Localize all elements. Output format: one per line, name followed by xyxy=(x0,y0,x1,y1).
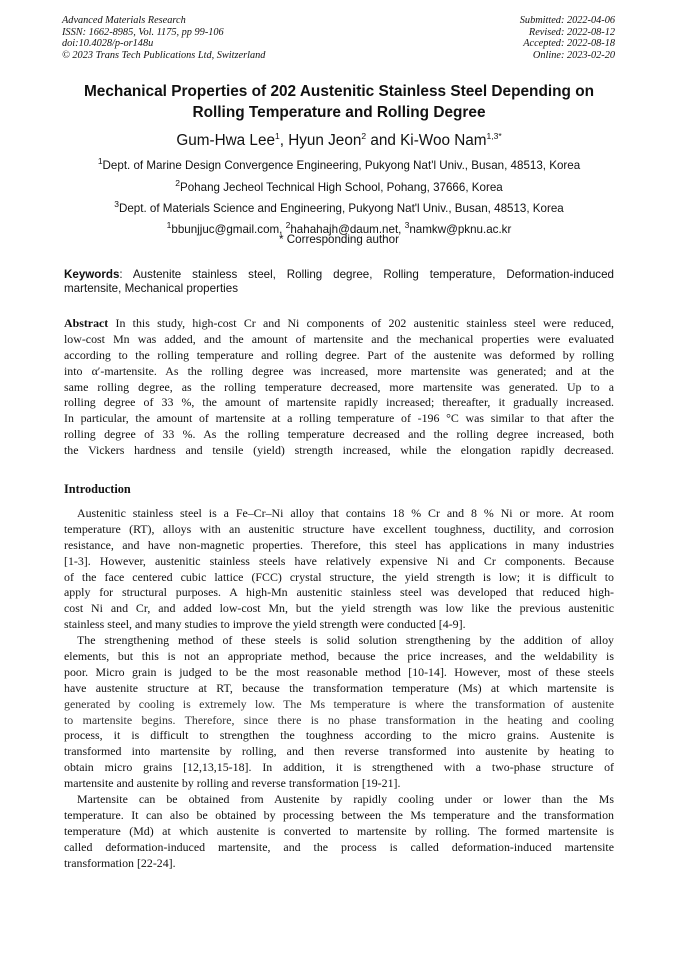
paragraph-line: The strengthening method of these steels is solid solution strengthening by the addition of alloy xyxy=(77,633,614,648)
keywords-label: Keywords xyxy=(64,268,120,281)
paragraph-line: cost Ni and Cr, and added low-cost Mn, but the yield strength was low like the previous austenitic xyxy=(64,601,614,616)
copyright-line: © 2023 Trans Tech Publications Ltd, Switzerland xyxy=(62,49,266,61)
corresponding-author: * Corresponding author xyxy=(279,233,399,246)
abstract-text: In this study, high-cost Cr and Ni components of 202 austenitic stainless steel were reduced, xyxy=(108,316,614,330)
keywords xyxy=(64,268,614,296)
accepted-date: Accepted: 2022-08-18 xyxy=(523,38,615,50)
keywords-line: martensite, Mechanical properties xyxy=(64,282,238,295)
paragraph-line: obtain micro grains [12,13,15-18]. In addition, it is strengthened with a two-phase structure of xyxy=(64,760,614,775)
abstract-line: In particular, the amount of martensite at a rolling temperature of -196 °C was similar to that after the xyxy=(64,411,614,426)
abstract-line: rolling degree of 33 %. As the rolling temperature decreased and the rolling degree increased, both xyxy=(64,427,614,442)
paragraph-line: [1-3]. However, austenitic stainless steels have relatively expensive Ni and Cr components. Because xyxy=(64,553,614,568)
abstract-line xyxy=(64,316,614,332)
email-mark: 2 xyxy=(285,220,291,230)
paragraph-line: martensite and austenite by rolling and reverse transformation [19-21]. xyxy=(64,776,401,791)
paragraph-line: Martensite can be obtained from Austenite by rapidly cooling under or lower than the Ms xyxy=(77,792,614,807)
abstract xyxy=(64,316,614,459)
paper-title xyxy=(40,82,638,123)
keywords-text: : Austenite stainless steel, Rolling degree, Rolling temperature, Deformation-induced xyxy=(119,268,614,281)
author-name: Gum-Hwa Lee xyxy=(176,132,275,150)
paragraph-line: elements, but this is not an appropriate method, because the price increases, and the weldability is xyxy=(64,649,614,664)
abstract-label: Abstract xyxy=(64,316,109,330)
paragraph-line: resistance, and have non-magnetic properties. Therefore, this steel has applications in many industries xyxy=(64,537,614,552)
issn-line: ISSN: 1662-8985, Vol. 1175, pp 99-106 xyxy=(62,26,224,38)
introduction-body xyxy=(64,506,614,871)
abstract-line: rolling degree of 33 %, the amount of martensite rapidly increased; thereafter, it gradually increased. xyxy=(64,395,614,410)
submission-dates xyxy=(520,15,615,61)
email-link[interactable]: namkw@pknu.ac.kr xyxy=(409,222,512,236)
email-link[interactable]: hahahajh@daum.net, xyxy=(290,222,405,236)
paragraph-line: transformation [22-24]. xyxy=(64,855,176,870)
affiliation-text: Dept. of Materials Science and Engineering, Pukyong Nat'l Univ., Busan, 48513, Korea xyxy=(118,201,564,215)
revised-date: Revised: 2022-08-12 xyxy=(528,26,615,38)
paragraph-line: Austenitic stainless steel is a Fe–Cr–Ni alloy that contains 18 % Cr and 8 % Ni or more. At room xyxy=(77,506,614,520)
paragraph-line: transformed into martensite by rolling, and then reverse transformed into austenite by heating to xyxy=(64,744,614,759)
keywords-line xyxy=(64,268,614,282)
affiliation-3 xyxy=(0,197,678,216)
email-mark: 3 xyxy=(404,220,410,230)
submitted-date: Submitted: 2022-04-06 xyxy=(519,15,615,26)
paragraph-line: stainless steel, and many studies to improve the yield strength were conducted [4-9]. xyxy=(64,617,466,632)
affiliation-mark: 1 xyxy=(97,156,103,166)
affiliation-mark: 3 xyxy=(114,199,119,209)
affiliation-text: Dept. of Marine Design Convergence Engineering, Pukyong Nat'l Univ., Busan, 48513, Korea xyxy=(102,158,581,172)
affiliation-mark: 2 xyxy=(175,178,180,188)
author-list xyxy=(0,126,678,151)
author-separator: and xyxy=(366,132,401,150)
introduction-heading: Introduction xyxy=(64,482,131,496)
abstract-line: low-cost Mn was added, and the amount of martensite and the mechanical properties were evaluated xyxy=(64,331,614,346)
paragraph-line: of the face centered cubic lattice (FCC) crystal structure, the yield strength is low; it is difficult to xyxy=(64,569,614,584)
affiliation-1 xyxy=(0,154,678,173)
author-name: Ki-Woo Nam xyxy=(400,132,487,150)
journal-info xyxy=(62,15,265,61)
online-date: Online: 2023-02-20 xyxy=(532,49,615,61)
affiliation-2 xyxy=(0,176,678,195)
doi-line: doi:10.4028/p-or148u xyxy=(62,38,154,50)
paragraph-line: to martensite begins. Therefore, since there is no phase transformation in the heating and cooling xyxy=(64,712,614,727)
paragraph-line: apply for structural purposes. A high-Mn austenitic stainless steel was developed that reduced high- xyxy=(64,585,614,600)
email-link[interactable]: bbunjjuc@gmail.com, xyxy=(171,222,286,236)
paragraph-line: poor. Micro grain is judged to be the most reasonable method [10-14]. However, most of these steels xyxy=(64,664,614,679)
author-affiliation-mark: 1 xyxy=(274,131,280,141)
abstract-line: according to the rolling temperature and rolling degree. Part of the austenite was deformed by rolling xyxy=(64,347,614,362)
title-line: Mechanical Properties of 202 Austenitic Stainless Steel Depending on xyxy=(83,83,595,100)
paragraph-line: temperature (Md) at which austenite is converted to martensite by rolling. The formed martensite is xyxy=(64,823,614,838)
author-affiliation-mark: 2 xyxy=(361,131,367,141)
journal-name: Advanced Materials Research xyxy=(62,15,186,26)
paragraph-line: temperature. It can also be obtained by processing between the Ms temperature and the transformation xyxy=(64,807,614,822)
affiliation-text: Pohang Jecheol Technical High School, Pohang, 37666, Korea xyxy=(180,180,503,194)
paragraph-line: process, it is difficult to strengthen the toughness according to the micro grains. Austenite is xyxy=(64,728,614,743)
paragraph-line: have austenite structure at RT, because the transformation temperature (Ms) at which martensite is xyxy=(64,680,614,695)
email-mark: 1 xyxy=(166,220,172,230)
abstract-line: the Vickers hardness and tensile (yield) strength increased, while the elongation rapidly decreased. xyxy=(64,443,614,458)
paragraph-line: called deformation-induced martensite, and the process is called deformation-induced martensite xyxy=(64,839,614,854)
author-separator: , xyxy=(279,132,289,150)
paragraph-line: generated by cooling is extremely low. The Ms temperature is where the transformation of austenite xyxy=(64,696,614,711)
abstract-line: into α′-martensite. As the rolling degree was increased, more martensite was generated; and at the xyxy=(64,363,614,378)
author-name: Hyun Jeon xyxy=(288,132,362,150)
paragraph-line: temperature (RT), alloys with an austenitic structure have excellent toughness, ductility, and corrosion xyxy=(64,521,614,536)
abstract-line: same rolling degree, as the rolling temperature decreased, more martensite was generated. Up to a xyxy=(64,379,614,394)
author-affiliation-mark: 1,3* xyxy=(486,131,502,141)
title-line: Rolling Temperature and Rolling Degree xyxy=(192,103,486,121)
